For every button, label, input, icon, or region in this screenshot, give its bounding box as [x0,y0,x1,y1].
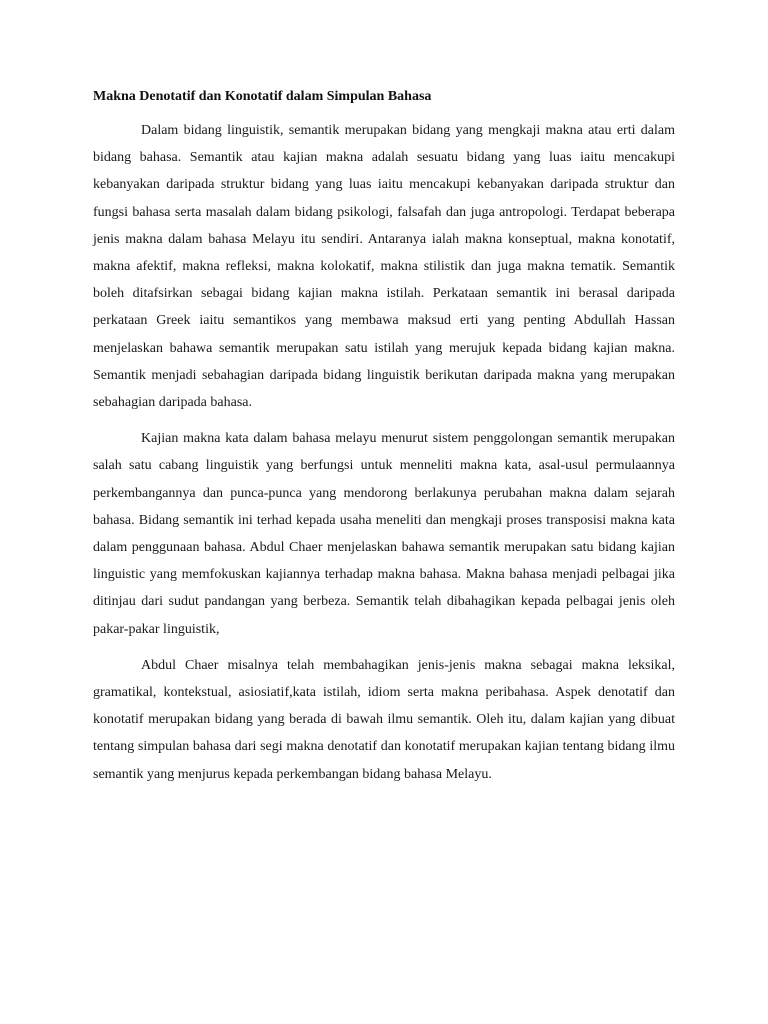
document-title: Makna Denotatif dan Konotatif dalam Simpulan Bahasa [93,89,432,104]
paragraph-1: Dalam bidang linguistik, semantik merupakan bidang yang mengkaji makna atau erti dalam bidang bahasa. Semantik atau kajian makna adalah sesuatu bidang yang luas iaitu mencakupi kebanyakan daripada struktur bidang yang luas iaitu mencakupi kebanyakan daripada struktur dan fungsi bahasa serta masalah dalam bidang psikologi, falsafah dan juga antropologi. Terdapat beberapa jenis makna dalam bahasa Melayu itu sendiri. Antaranya ialah makna konseptual, makna konotatif, makna afektif, makna refleksi, makna kolokatif, makna stilistik dan juga makna tematik. Semantik boleh ditafsirkan sebagai bidang kajian makna istilah. Perkataan semantik ini berasal daripada perkataan Greek iaitu semantikos yang membawa maksud erti yang penting Abdullah Hassan menjelaskan bahawa semantik merupakan satu istilah yang merujuk kepada bidang kajian makna. Semantik menjadi sebahagian daripada bidang linguistik berikutan daripada makna yang merupakan sebahagian daripada bahasa. [93,123,675,411]
paragraph-3: Abdul Chaer misalnya telah membahagikan jenis-jenis makna sebagai makna leksikal, gramatikal, kontekstual, asiosiatif,kata istilah, idiom serta makna peribahasa. Aspek denotatif dan konotatif merupakan bidang yang berada di bawah ilmu semantik. Oleh itu, dalam kajian yang dibuat tentang simpulan bahasa dari segi makna denotatif dan konotatif merupakan kajian tentang bidang ilmu semantik yang menjurus kepada perkembangan bidang bahasa Melayu. [93,657,675,782]
paragraph-2: Kajian makna kata dalam bahasa melayu menurut sistem penggolongan semantik merupakan salah satu cabang linguistik yang berfungsi untuk menneliti makna kata, asal-usul permulaannya perkembangannya dan punca-punca yang mendorong berlakunya perubahan makna dalam sejarah bahasa. Bidang semantik ini terhad kepada usaha meneliti dan mengkaji proses transposisi makna kata dalam penggunaan bahasa. Abdul Chaer menjelaskan bahawa semantik merupakan satu bidang kajian linguistic yang memfokuskan kajiannya terhadap makna bahasa. Makna bahasa menjadi pelbagai jika ditinjau dari sudut pandangan yang berbeza. Semantik telah dibahagikan kepada pelbagai jenis oleh pakar-pakar linguistik, [93,431,675,637]
